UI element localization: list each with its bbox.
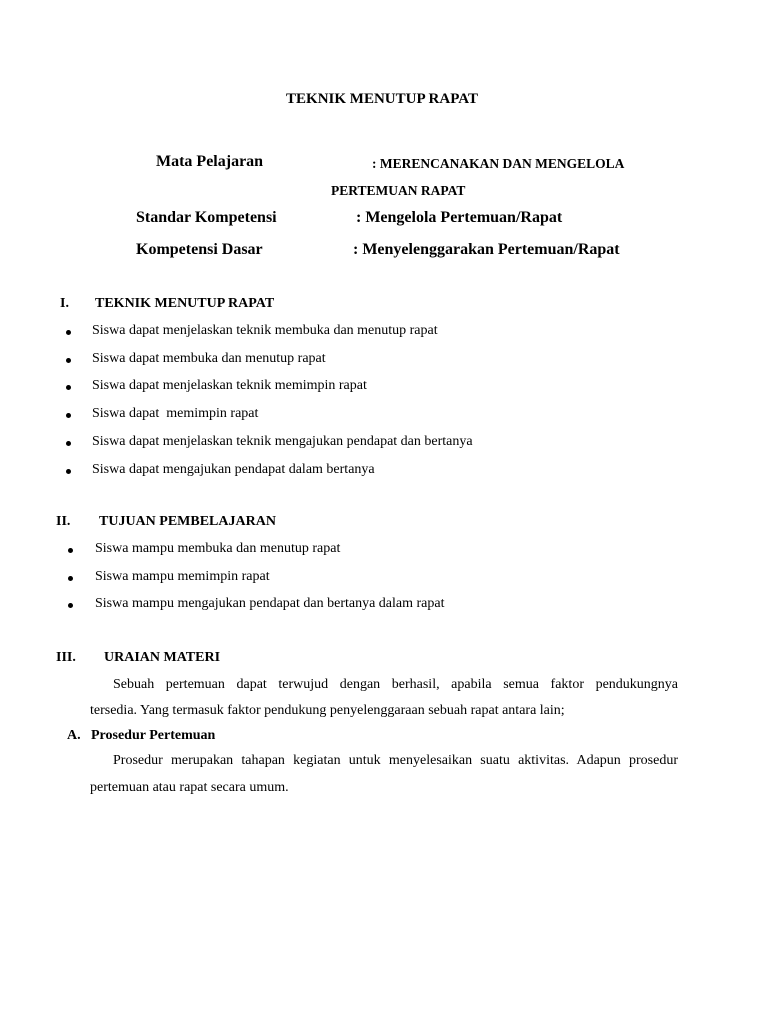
- bullet-icon: [66, 441, 71, 446]
- list-item: Siswa dapat menjelaskan teknik mengajukan pendapat dan bertanya: [92, 434, 473, 449]
- list-item: Siswa mampu memimpin rapat: [95, 569, 270, 584]
- paragraph-line: tersedia. Yang termasuk faktor pendukung penyelenggaraan sebuah rapat antara lain;: [90, 703, 565, 718]
- info-label-standar-kompetensi: Standar Kompetensi: [136, 209, 277, 226]
- bullet-icon: [68, 548, 73, 553]
- bullet-icon: [68, 603, 73, 608]
- subsection-label: A.: [67, 728, 81, 743]
- section-2-title: TUJUAN PEMBELAJARAN: [99, 514, 276, 529]
- info-value-mata-pelajaran-cont: PERTEMUAN RAPAT: [331, 183, 466, 198]
- list-item: Siswa dapat membuka dan menutup rapat: [92, 351, 326, 366]
- subsection-title: Prosedur Pertemuan: [91, 728, 216, 743]
- bullet-icon: [66, 385, 71, 390]
- section-3-title: URAIAN MATERI: [104, 650, 221, 665]
- info-label-kompetensi-dasar: Kompetensi Dasar: [136, 241, 263, 258]
- section-1-number: I.: [60, 296, 69, 311]
- bullet-icon: [66, 330, 71, 335]
- list-item: Siswa dapat mengajukan pendapat dalam bertanya: [92, 462, 375, 477]
- info-label-mata-pelajaran: Mata Pelajaran: [156, 153, 264, 170]
- document-title: TEKNIK MENUTUP RAPAT: [286, 91, 478, 107]
- bullet-icon: [66, 413, 71, 418]
- list-item: Siswa mampu mengajukan pendapat dan bertanya dalam rapat: [95, 596, 445, 611]
- section-1-title: TEKNIK MENUTUP RAPAT: [95, 296, 275, 311]
- info-value-mata-pelajaran: : MERENCANAKAN DAN MENGELOLA: [372, 156, 625, 171]
- paragraph-line: pertemuan atau rapat secara umum.: [90, 780, 289, 795]
- list-item: Siswa dapat menjelaskan teknik memimpin rapat: [92, 378, 367, 393]
- bullet-icon: [66, 358, 71, 363]
- bullet-icon: [68, 576, 73, 581]
- info-value-kompetensi-dasar: : Menyelenggarakan Pertemuan/Rapat: [353, 241, 620, 258]
- info-value-standar-kompetensi: : Mengelola Pertemuan/Rapat: [356, 209, 563, 226]
- list-item: Siswa mampu membuka dan menutup rapat: [95, 541, 341, 556]
- list-item: Siswa dapat memimpin rapat: [92, 406, 259, 421]
- paragraph-line: Sebuah pertemuan dapat terwujud dengan berhasil, apabila semua faktor pendukungnya: [113, 677, 678, 692]
- section-2-number: II.: [56, 514, 71, 529]
- section-3-number: III.: [56, 650, 76, 665]
- paragraph-line: Prosedur merupakan tahapan kegiatan untuk menyelesaikan suatu aktivitas. Adapun prosedur: [113, 753, 678, 768]
- bullet-icon: [66, 469, 71, 474]
- list-item: Siswa dapat menjelaskan teknik membuka dan menutup rapat: [92, 323, 438, 338]
